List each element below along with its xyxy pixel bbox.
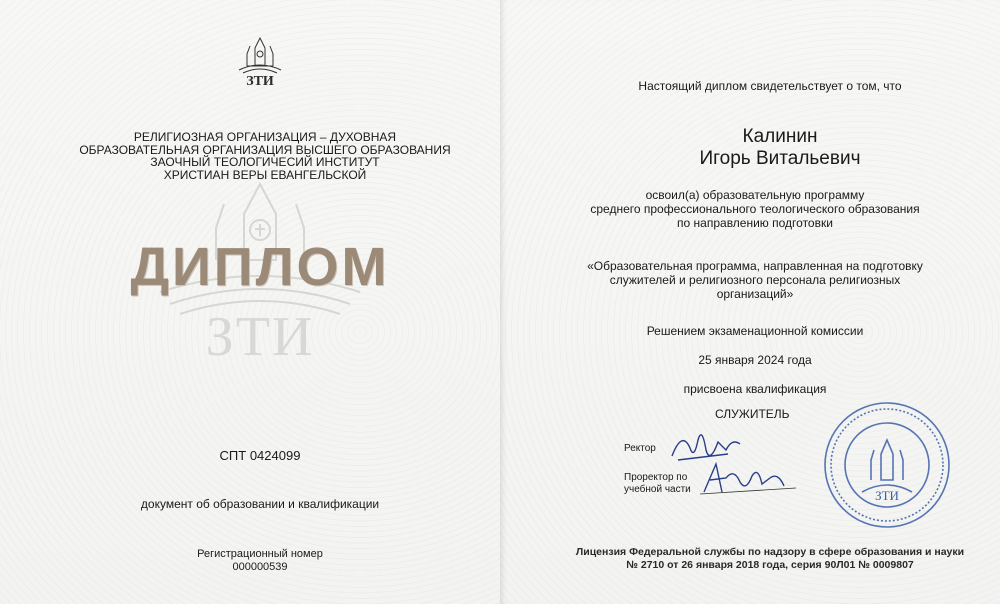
logo-small-text: ЗТИ [246,74,274,89]
graduate-given-names: Игорь Витальевич [699,148,861,169]
organization-line: ЗАОЧНЫЙ ТЕОЛОГИЧЕСИЙ ИНСТИТУТ [150,155,380,169]
registration-block [150,548,370,574]
institute-logo [233,36,287,76]
prorector-signature [700,458,800,498]
program-name-line: служителей и религиозного персонала религиозных [609,273,901,287]
program-name [520,259,990,301]
intro-text: Настоящий диплом свидетельствует о том, что [638,79,902,93]
church-icon [233,36,287,76]
qualification-value: СЛУЖИТЕЛЬ [715,407,790,421]
decision-date: 25 января 2024 года [698,353,812,367]
seal-icon [822,400,952,530]
seal-center-text: ЗТИ [875,488,899,503]
graduate-name [630,126,930,170]
qualification-label: присвоена квалификация [683,382,827,396]
program-line: среднего профессионального теологического образования [590,202,920,216]
program-description [520,188,990,230]
organization-name [60,131,470,181]
prorector-label-line: учебной части [624,484,691,495]
licence-line: Лицензия Федеральной службы по надзору в сфере образования и науки [575,546,965,558]
document-type: документ об образовании и квалификации [140,497,380,511]
licence-line: № 2710 от 26 января 2018 года, серия 90Л01 № 0009807 [626,558,914,571]
diploma-title: ДИПЛОМ [130,237,390,297]
program-line: по направлению подготовки [677,216,833,230]
program-name-line: организаций» [716,287,794,301]
signature-icon [700,458,800,498]
commission-decision: Решением экзаменационной комиссии [646,324,864,338]
licence-info [550,546,990,571]
organization-line: ХРИСТИАН ВЕРЫ ЕВАНГЕЛЬСКОЙ [163,167,367,182]
registration-number: 000000539 [232,561,288,573]
diploma-right-page [500,0,1000,604]
program-name-line: «Образовательная программа, направленная на подготовку [587,259,923,273]
program-line: освоил(а) образовательную программу [645,188,865,202]
organization-line: ОБРАЗОВАТЕЛЬНАЯ ОРГАНИЗАЦИЯ ВЫСШЕГО ОБРАЗОВАНИЯ [79,142,451,157]
rector-label: Ректор [624,443,656,454]
registration-label: Регистрационный номер [197,548,323,560]
prorector-label [624,472,691,496]
series-number: СПТ 0424099 [219,448,301,463]
prorector-label-line: Проректор по [624,472,688,483]
watermark-text: ЗТИ [205,306,315,368]
graduate-surname: Калинин [742,126,818,147]
organization-line: РЕЛИГИОЗНАЯ ОРГАНИЗАЦИЯ – ДУХОВНАЯ [133,130,397,144]
official-seal [822,400,952,530]
